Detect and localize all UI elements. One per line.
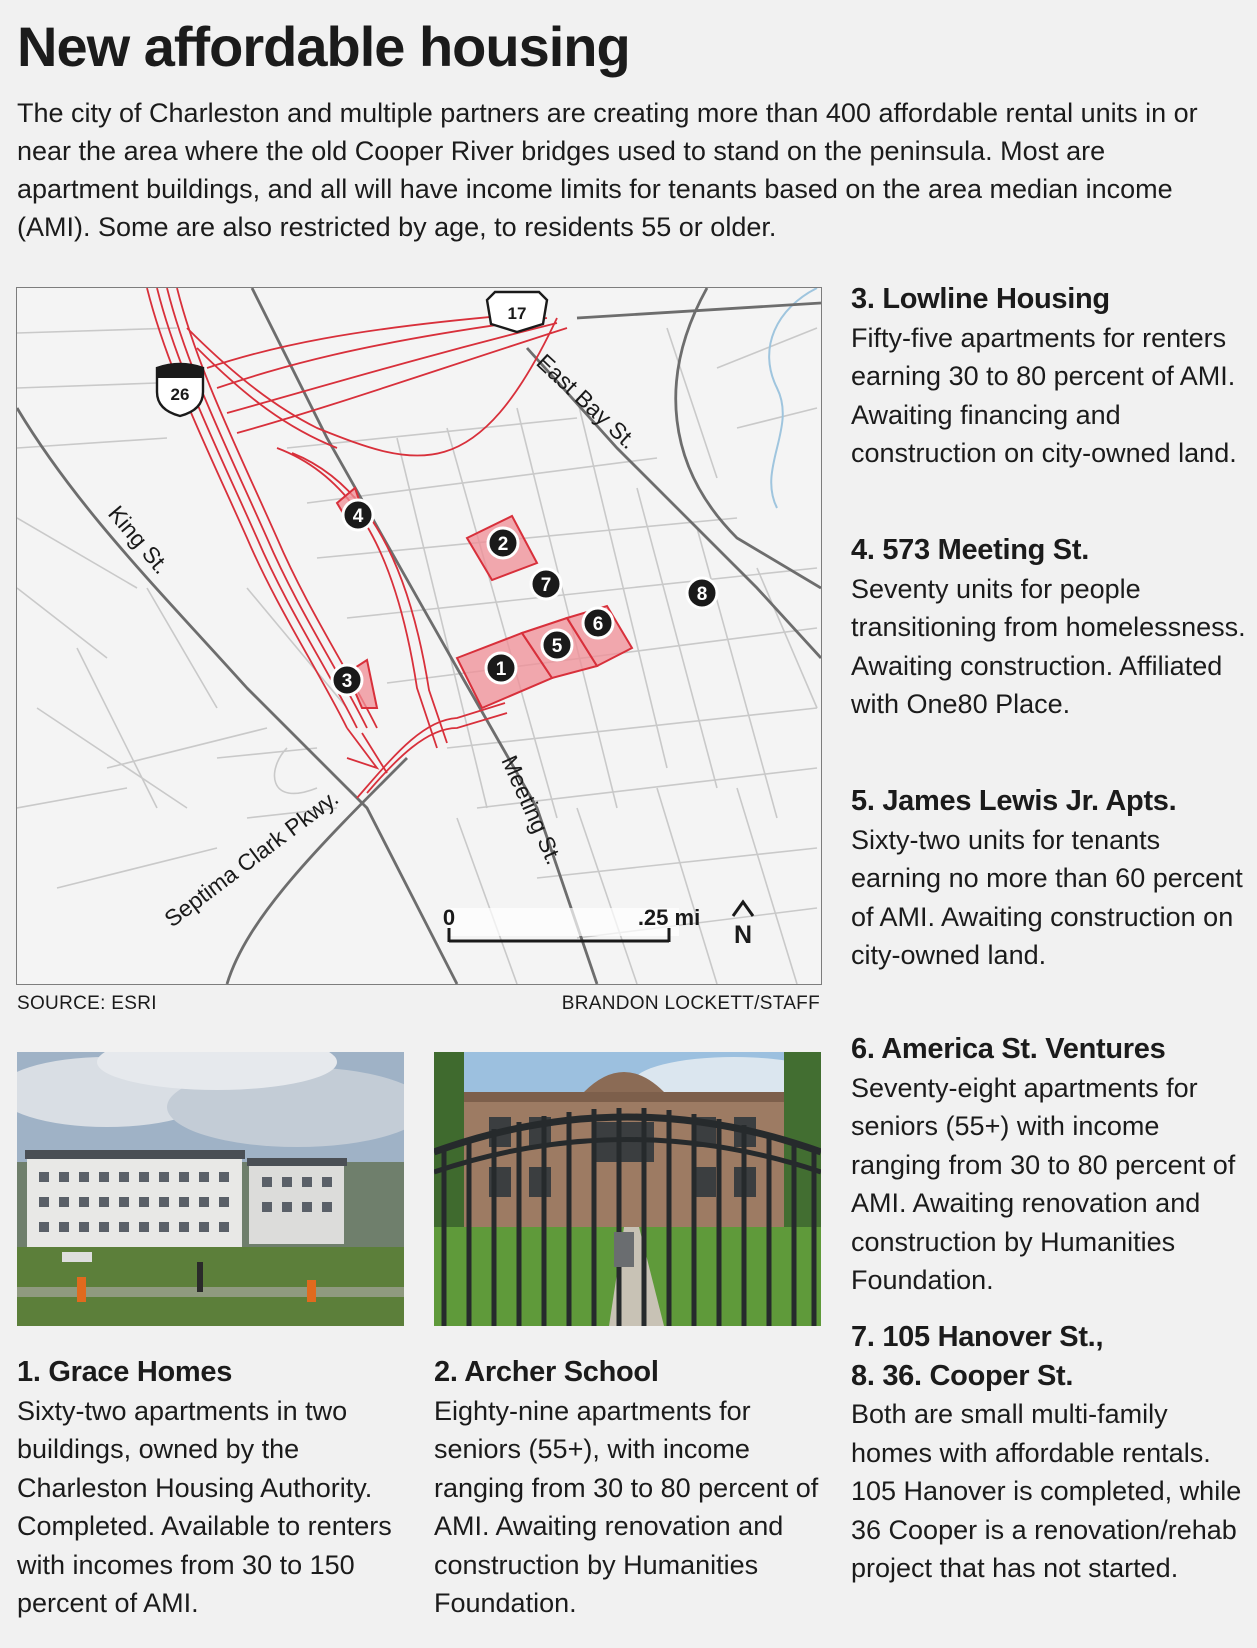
entry-james-lewis-jr-apts	[851, 782, 1246, 975]
entry-body: Sixty-two apartments in two buildings, owned by the Charleston Housing Authority. Completed. Available to renters with incomes from 30 to 150 percent of AMI.	[17, 1395, 392, 1618]
street-grid	[17, 328, 817, 984]
scale-end: .25 mi	[637, 905, 701, 930]
label-septima-clark-pkwy: Septima Clark Pkwy.	[159, 784, 344, 932]
entry-heading: 7. 105 Hanover St.,	[851, 1321, 1104, 1353]
page-title: New affordable housing	[17, 15, 630, 78]
entry-body: Seventy units for people transitioning from homelessness. Awaiting construction. Affiliated with One80 Place.	[851, 573, 1246, 719]
entry-grace-homes	[17, 1353, 417, 1623]
marker-6[interactable]	[583, 608, 613, 638]
map[interactable]	[16, 287, 822, 985]
svg-text:2: 2	[497, 534, 509, 555]
entry-lowline-housing	[851, 280, 1246, 473]
svg-text:4: 4	[352, 506, 364, 527]
svg-text:6: 6	[592, 614, 604, 635]
entry-heading-secondary: 8. 36. Cooper St.	[851, 1359, 1074, 1392]
north-arrow	[733, 902, 753, 949]
marker-3[interactable]	[332, 665, 362, 695]
entry-body: Both are small multi-family homes with affordable rentals. 105 Hanover is completed, while 36 Cooper is a renovation/rehab project that has not started.	[851, 1399, 1242, 1583]
label-king-st: King St.	[103, 500, 175, 579]
shield-17	[487, 292, 547, 332]
creek	[769, 288, 817, 508]
entry-body: Fifty-five apartments for renters earning 30 to 80 percent of AMI. Awaiting financing and construction on city-owned land.	[851, 322, 1237, 468]
marker-2[interactable]	[488, 528, 518, 558]
shield-26-label: 26	[170, 385, 190, 404]
marker-4[interactable]	[343, 500, 373, 530]
label-east-bay-st: East Bay St.	[531, 348, 642, 454]
entry-heading: 6. America St. Ventures	[851, 1033, 1166, 1065]
marker-7[interactable]	[531, 569, 561, 599]
scale-start: 0	[442, 905, 456, 930]
svg-text:3: 3	[341, 671, 353, 692]
entry-heading: 1. Grace Homes	[17, 1356, 233, 1388]
marker-5[interactable]	[542, 630, 572, 660]
marker-8[interactable]	[687, 578, 717, 608]
entry-heading: 5. James Lewis Jr. Apts.	[851, 785, 1177, 817]
archer-school-photo	[434, 1052, 821, 1326]
svg-text:8: 8	[696, 584, 708, 605]
entry-heading: 4. 573 Meeting St.	[851, 534, 1089, 566]
shield-17-label: 17	[507, 304, 527, 323]
entry-hanover-cooper	[851, 1318, 1251, 1588]
entry-body: Seventy-eight apartments for seniors (55+) with income ranging from 30 to 80 percent of AMI. Awaiting renovation and construction by Humanities Foundation.	[851, 1072, 1236, 1295]
entry-body: Sixty-two units for tenants earning no more than 60 percent of AMI. Awaiting construction on city-owned land.	[851, 824, 1243, 970]
marker-1[interactable]	[486, 653, 516, 683]
entry-heading: 2. Archer School	[434, 1356, 659, 1388]
label-meeting-st: Meeting St.	[496, 751, 568, 869]
svg-text:7: 7	[540, 575, 552, 596]
entry-archer-school	[434, 1353, 829, 1623]
svg-text:1: 1	[495, 659, 507, 680]
intro-paragraph: The city of Charleston and multiple partners are creating more than 400 affordable rental units in or near the area where the old Cooper River bridges used to stand on the peninsula. Most are apartment buildings, and all will have income limits for tenants based on the area median income (AMI). Some are also restricted by age, to residents 55 or older.	[17, 98, 1198, 242]
entry-heading: 3. Lowline Housing	[851, 283, 1110, 315]
source-credit: SOURCE: ESRI	[17, 993, 157, 1014]
scale-bar	[443, 905, 700, 942]
byline-credit: BRANDON LOCKETT/STAFF	[561, 993, 820, 1014]
svg-text:5: 5	[551, 636, 563, 657]
entry-america-st-ventures	[851, 1030, 1251, 1300]
grace-homes-photo	[17, 1052, 404, 1326]
shield-26	[157, 364, 203, 416]
housing-parcels[interactable]	[337, 488, 632, 708]
entry-573-meeting-st	[851, 531, 1246, 724]
entry-body: Eighty-nine apartments for seniors (55+), with income ranging from 30 to 80 percent of AMI. Awaiting renovation and construction by Humanities Foundation.	[434, 1395, 819, 1618]
north-label: N	[733, 921, 753, 949]
